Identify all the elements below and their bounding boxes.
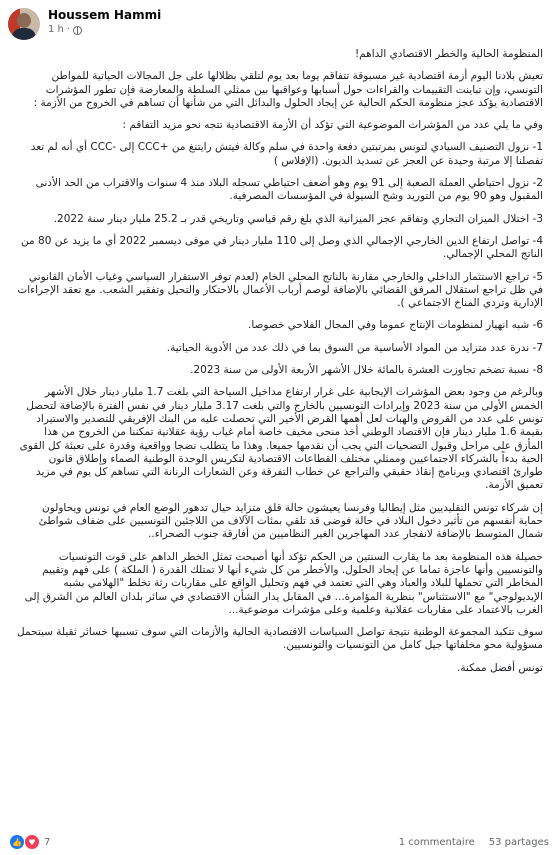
post-paragraph: 2- نزول احتياطي العملة الصعبة إلى 91 يوم وهو أضعف احتياطي تسجله البلاد منذ 4 سنوات والاقتراب من الحد الأدنى المقبول وهو 90 يوم من التوريد وشح السيولة في المؤسسات المصرفية. — [35, 177, 543, 203]
post-meta — [48, 8, 161, 37]
post-body — [16, 48, 543, 684]
post-paragraph: 3- اختلال الميزان التجاري وتفاقم عجز الميزانية الذي بلغ رقم قياسي وتاريخي قدر بـ 25.2 مليار دينار سنة 2022. — [53, 212, 543, 225]
globe-icon — [73, 26, 82, 35]
post-paragraph: 7- ندرة عدد متزايد من المواد الأساسية من السوق بما في ذلك عدد من الأدوية الحياتية. — [166, 341, 543, 354]
post-paragraph: 6- شبه انهيار لمنظومات الإنتاج عموما وفي المجال الفلاحي خصوصا. — [247, 319, 543, 332]
post-paragraph: وفي ما يلي عدد من المؤشرات الموضوعية التي تؤكد أن الأزمة الاقتصادية تتجه نحو مزيد التفاقم : — [122, 119, 543, 132]
post-header — [8, 8, 161, 40]
post-paragraph: المنظومة الحالية والخطر الاقتصادي الداهم! — [354, 48, 543, 60]
post-stats — [399, 837, 549, 848]
post-paragraph: حصيلة هذه المنظومة بعد ما يقارب السنتين من الحكم تؤكد أنها أصبحت تمثل الخطر الداهم على قوت التونسيات والتونسيين وأنها عاجزة تماما عن إيجاد الحلول. والأخطر من كل شيء أنها لا تمتلك القدرة ( الملكة ) على فهم وتقييم المخاطر التي تحملها للبلاد والعباد وهي التي تعتمد في فهم وتحليل الواقع على مقاربات رثة تخلط "الهلامي بشبه الإيديولوجي" مع "الاستثناس" بنظرية المؤامرة... في المقابل يدار الشأن الاقتصادي في سائر بلدان العالم من الشرق إلى الغرب بالاعتماد على مقاربات عقلانية وعلمية وعلى مؤشرات موضوعية... — [24, 550, 543, 616]
author-name[interactable]: Houssem Hammi — [48, 8, 162, 22]
post-paragraph: 5- تراجع الاستثمار الداخلي والخارجي مقارنة بالناتج المحلي الخام (لعدم توفر الاستقرار السياسي وغياب الأمان القانوني في ظل تراجع استقلال المرفق القضائي بالإضافة لوصم أرباب الأعمال بالاحتكار والتحيل وتفقير الشعب. مع تعقد الإجراءات الإدارية وتردي المناخ الاجتماعي ). — [17, 270, 543, 310]
comments-count[interactable]: 1 commentaire — [398, 836, 475, 848]
avatar[interactable] — [8, 8, 40, 40]
separator-dot: · — [66, 24, 71, 35]
post-paragraph: 4- تواصل ارتفاع الدين الخارجي الإجمالي الذي وصل إلى 110 مليار دينار في موفى ديسمبر 2022 أي ما يزيد عن 80 من الناتج المحلي الإجمالي. — [21, 234, 543, 261]
post-paragraph: 8- نسبة تضخم تجاوزت العشرة بالمائة خلال الأشهر الأربعة الأولى من سنة 2023. — [190, 364, 543, 377]
reaction-count: 7 — [44, 836, 51, 848]
post-paragraph: سوف تتكبد المجموعة الوطنية نتيجة تواصل السياسات الاقتصادية الحالية والأزمات التي سوف تسببها خسائر ثقيلة سيتحمل مسؤولية محو مخلفاتها جيل كامل من التونسيات والتونسيين. — [17, 626, 543, 652]
post-paragraph: 1- نزول التصنيف السيادي لتونس بمرتبتين دفعة واحدة في سلم وكالة فيتش رايتنغ من +CCC إلى -CCC أي أنه لم تعد تفصلنا إلا مرتبة وحيدة عن العجز عن تسديد الديون. (الإفلاس ) — [30, 141, 543, 167]
post-time-row — [48, 23, 161, 37]
post-time[interactable]: 1 h — [48, 24, 64, 35]
post-paragraph: تعيش بلادنا اليوم أزمة اقتصادية غير مسبوقة تتفاقم يوما بعد يوم لتلقي بظلالها على جل المجالات الحياتية للمواطن التونسي، وإن تباينت التقييمات والقراءات حول أسبابها وعواقبها بين ممثلي السلطة والمعارضة فإن تطور المؤشرات الاقتصادية يؤكد عجز منظومة الحكم الحالية عن إيجاد الحلول والبدائل التي من شأنها أن تساهم في الخروج من الأزمة : — [33, 70, 543, 109]
like-icon: 👍 — [10, 835, 24, 849]
love-icon: ♥ — [24, 834, 40, 850]
post-footer — [10, 829, 549, 855]
shares-count[interactable]: 53 partages — [488, 836, 549, 848]
post-paragraph: إن شركاء تونس التقليديين مثل إيطاليا وفرنسا يعيشون حالة قلق متزايد حيال تدهور الوضع العام في تونس ويحاولون حماية أنفسهم من تأثير دخول البلاد في حالة فوضى قد تلقي بمئات الآلاف من اللاجئين التونسيين على ضفاف شواطئ شمال المتوسط بالإضافة لانفجار عدد المهاجرين الغير النظاميين من أفارقة جنوب الصحراء.. — [38, 501, 543, 541]
post-paragraph: تونس أفضل ممكنة. — [457, 661, 543, 674]
reactions-summary[interactable] — [10, 834, 50, 850]
post-paragraph: وبالرغم من وجود بعض المؤشرات الإيجابية على غرار ارتفاع مداخيل السياحة التي بلغت 1.7 مليار دينار خلال الأشهر الخمس الأولى من سنة 2023 وإيرادات التونسيين بالخارج والتي بلغت 3.17 مليار دينار في نفس الفترة بالإضافة لتحصل تونس على عدد من القروض والهبات لعل أهمها القرض الأخير التي تحصلت عليه من البنك الإفريقي للتصدير والاستيراد بقيمة 1.6 مليار دينار فإن الاقتصاد الوطني أخذ منحى مخيف خاصة أمام غياب رؤية عقلانية تمكننا من الخروج من هذا المأزق على مراحل وقبول التضحيات التي يجب أن نقدمها جميعا. وهذا ما يتطلب نضجا وواقعية وقدرة على تعبئة كل القوى الحية بدءاً بالشركاء الاجتماعيين وممثلي مختلف القطاعات الاقتصادية لتكريس الوحدة الوطنية الصماء وإطلاق قانون طوارئ اقتصادي وبرنامج إنقاذ حقيقي والتراجع عن خطاب التفرقة وعن الشعارات الرنانة التي تساهم كل يوم في مزيد تعميق الأزمة. — [19, 386, 543, 492]
